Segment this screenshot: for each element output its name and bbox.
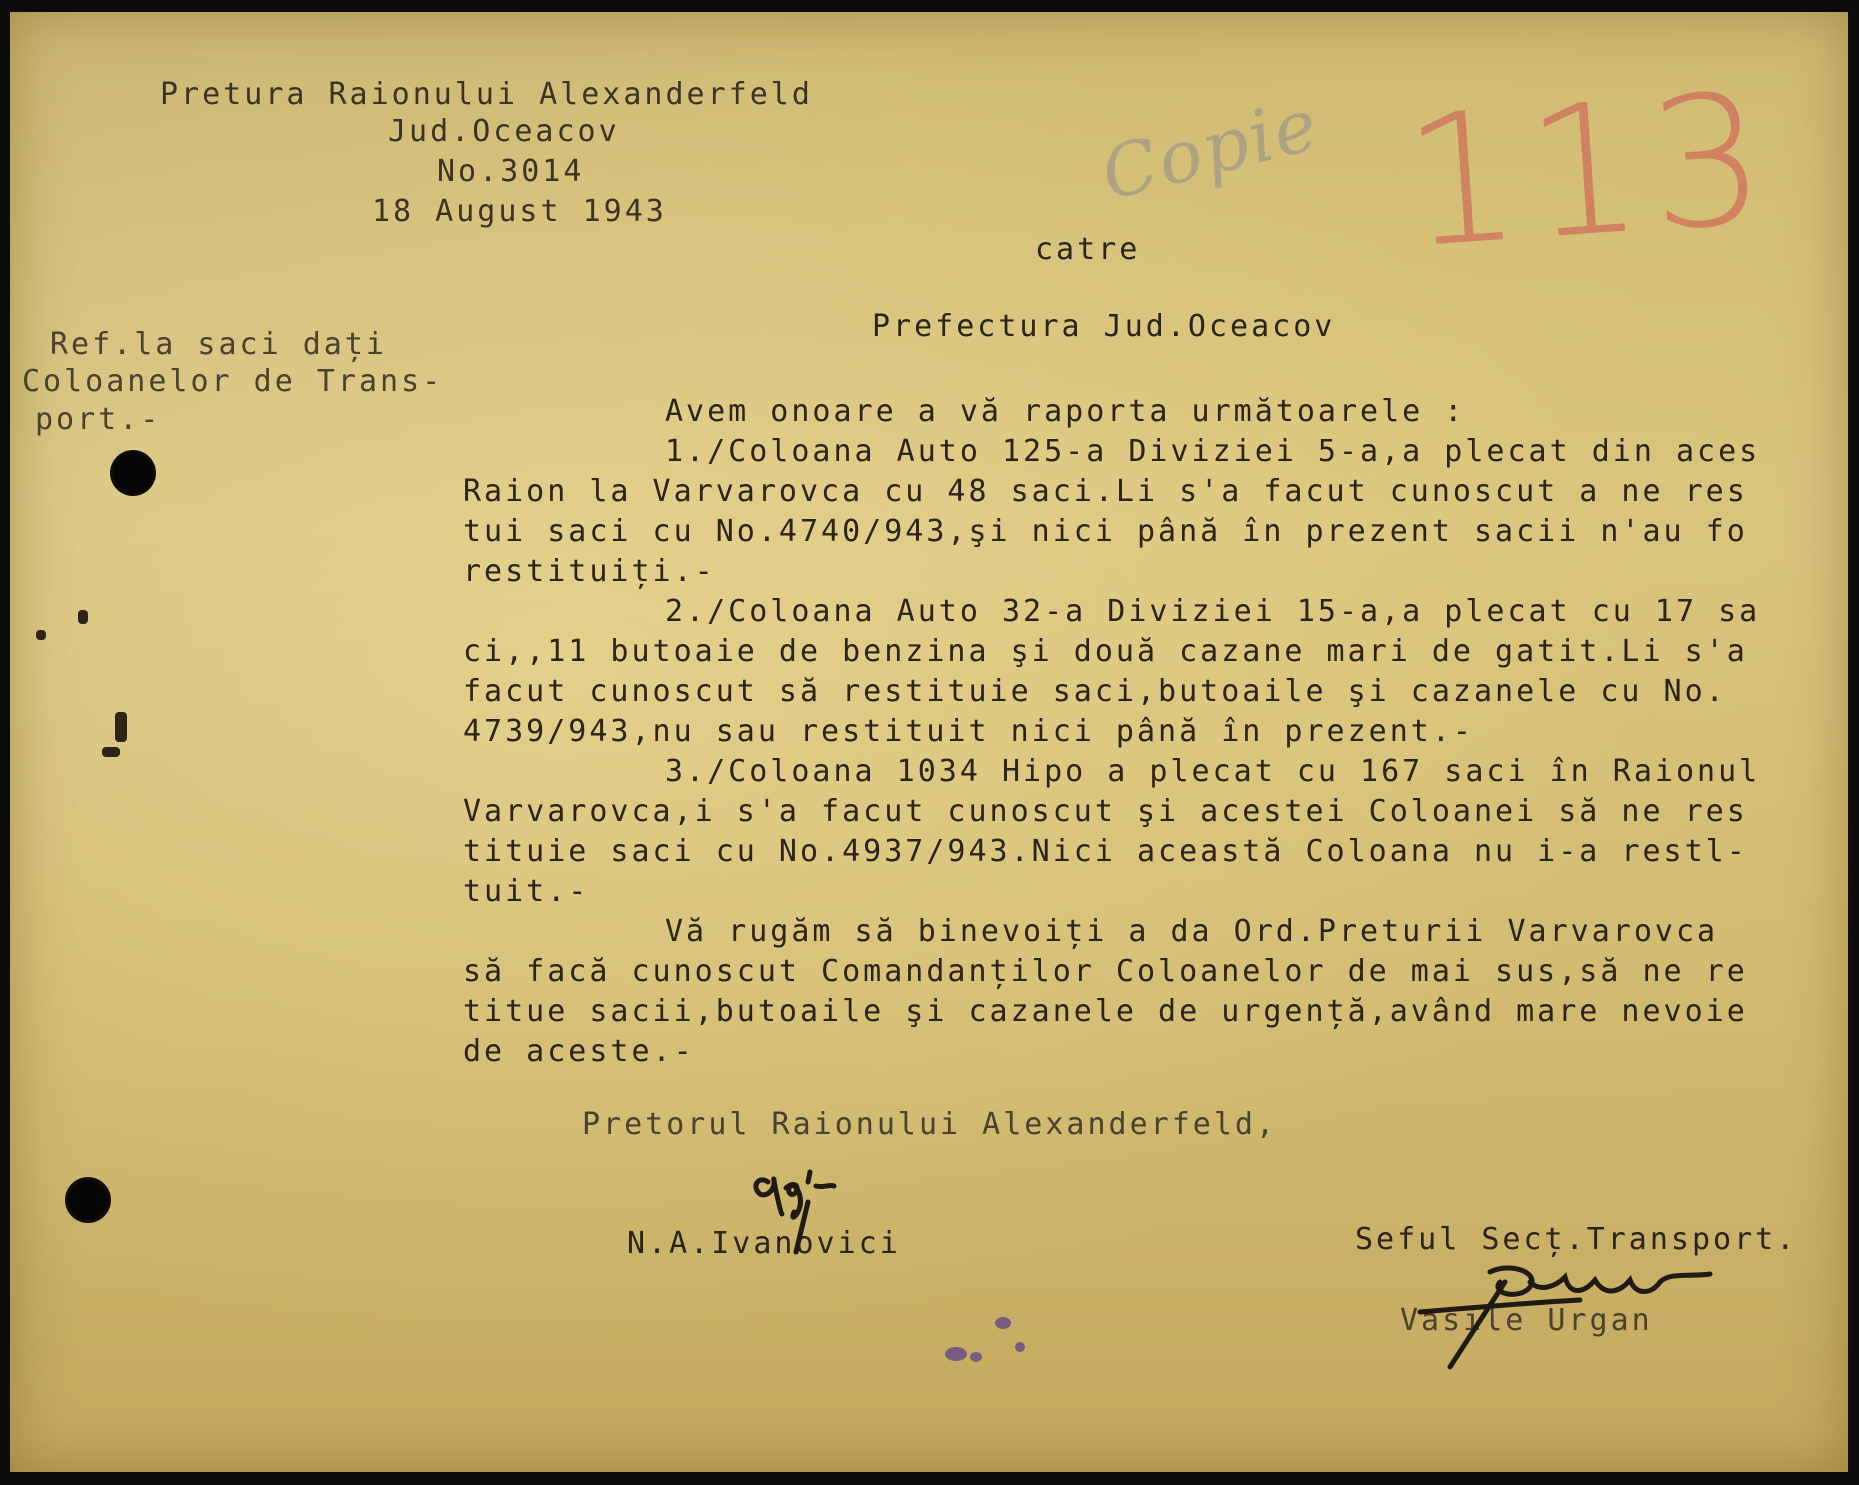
- body-line: de aceste.-: [463, 1034, 695, 1069]
- header-number: No.3014: [437, 154, 585, 189]
- pin-mark: [36, 630, 46, 640]
- body-line: 4739/943,nu sau restituit nici până în prezent.-: [463, 714, 1474, 749]
- stamp-ink-blot: [945, 1347, 967, 1361]
- body-line: ci,,11 butoaie de benzina şi două cazane mari de gatit.Li s'a: [463, 634, 1748, 669]
- body-line: Raion la Varvarovca cu 48 saci.Li s'a facut cunoscut a ne res: [463, 474, 1748, 509]
- body-line: tui saci cu No.4740/943,şi nici până în prezent sacii n'au fo: [463, 514, 1748, 549]
- pin-mark: [78, 610, 88, 624]
- punch-hole: [65, 1177, 111, 1223]
- body-line: să facă cunoscut Comandanților Coloanelor de mai sus,să ne re: [463, 954, 1748, 989]
- reference-line: port.-: [35, 402, 162, 437]
- body-line: facut cunoscut să restituie saci,butoaile şi cazanele cu No.: [463, 674, 1727, 709]
- body-line: Avem onoare a vă raporta următoarele :: [665, 394, 1466, 429]
- body-line: 2./Coloana Auto 32-a Diviziei 15-a,a plecat cu 17 sa: [665, 594, 1761, 629]
- pin-mark: [102, 747, 120, 757]
- red-folio-number: 113: [1398, 54, 1780, 289]
- body-line: tuit.-: [463, 874, 590, 909]
- body-line: restituiți.-: [463, 554, 716, 589]
- body-line: Vă rugăm să binevoiți a da Ord.Preturii Varvarovca: [665, 914, 1719, 949]
- stamp-ink-blot: [995, 1317, 1011, 1329]
- pretor-signature: [750, 1152, 900, 1262]
- body-line: 1./Coloana Auto 125-a Diviziei 5-a,a plecat din aces: [665, 434, 1761, 469]
- pin-mark: [115, 712, 127, 742]
- header-county: Jud.Oceacov: [388, 114, 620, 149]
- sef-title: Seful Secț.Transport.: [1355, 1222, 1798, 1257]
- to-word: catre: [1035, 232, 1141, 267]
- sef-name: Vasile Urgan: [1400, 1303, 1653, 1338]
- recipient: Prefectura Jud.Oceacov: [872, 309, 1336, 344]
- pretor-name: N.A.Ivanovici: [627, 1226, 901, 1261]
- body-line: titue sacii,butoaile şi cazanele de urgență,având mare nevoie: [463, 994, 1748, 1029]
- sef-signature: [1390, 1252, 1770, 1372]
- reference-line: Coloanelor de Trans-: [22, 364, 444, 399]
- punch-hole: [110, 450, 156, 496]
- body-line: 3./Coloana 1034 Hipo a plecat cu 167 saci în Raionul: [665, 754, 1761, 789]
- body-line: tituie saci cu No.4937/943.Nici această Coloana nu i-a restl-: [463, 834, 1748, 869]
- header-office: Pretura Raionului Alexanderfeld: [160, 77, 813, 112]
- document-sheet: [10, 12, 1848, 1472]
- pretor-title: Pretorul Raionului Alexanderfeld,: [582, 1107, 1278, 1142]
- body-line: Varvarovca,i s'a facut cunoscut şi acestei Coloanei să ne res: [463, 794, 1748, 829]
- stamp-ink-blot: [970, 1352, 982, 1362]
- stamp-ink-blot: [1015, 1342, 1025, 1352]
- reference-line: Ref.la saci dați: [50, 327, 387, 362]
- pencil-note: Copie: [1093, 81, 1328, 217]
- header-date: 18 August 1943: [372, 194, 667, 229]
